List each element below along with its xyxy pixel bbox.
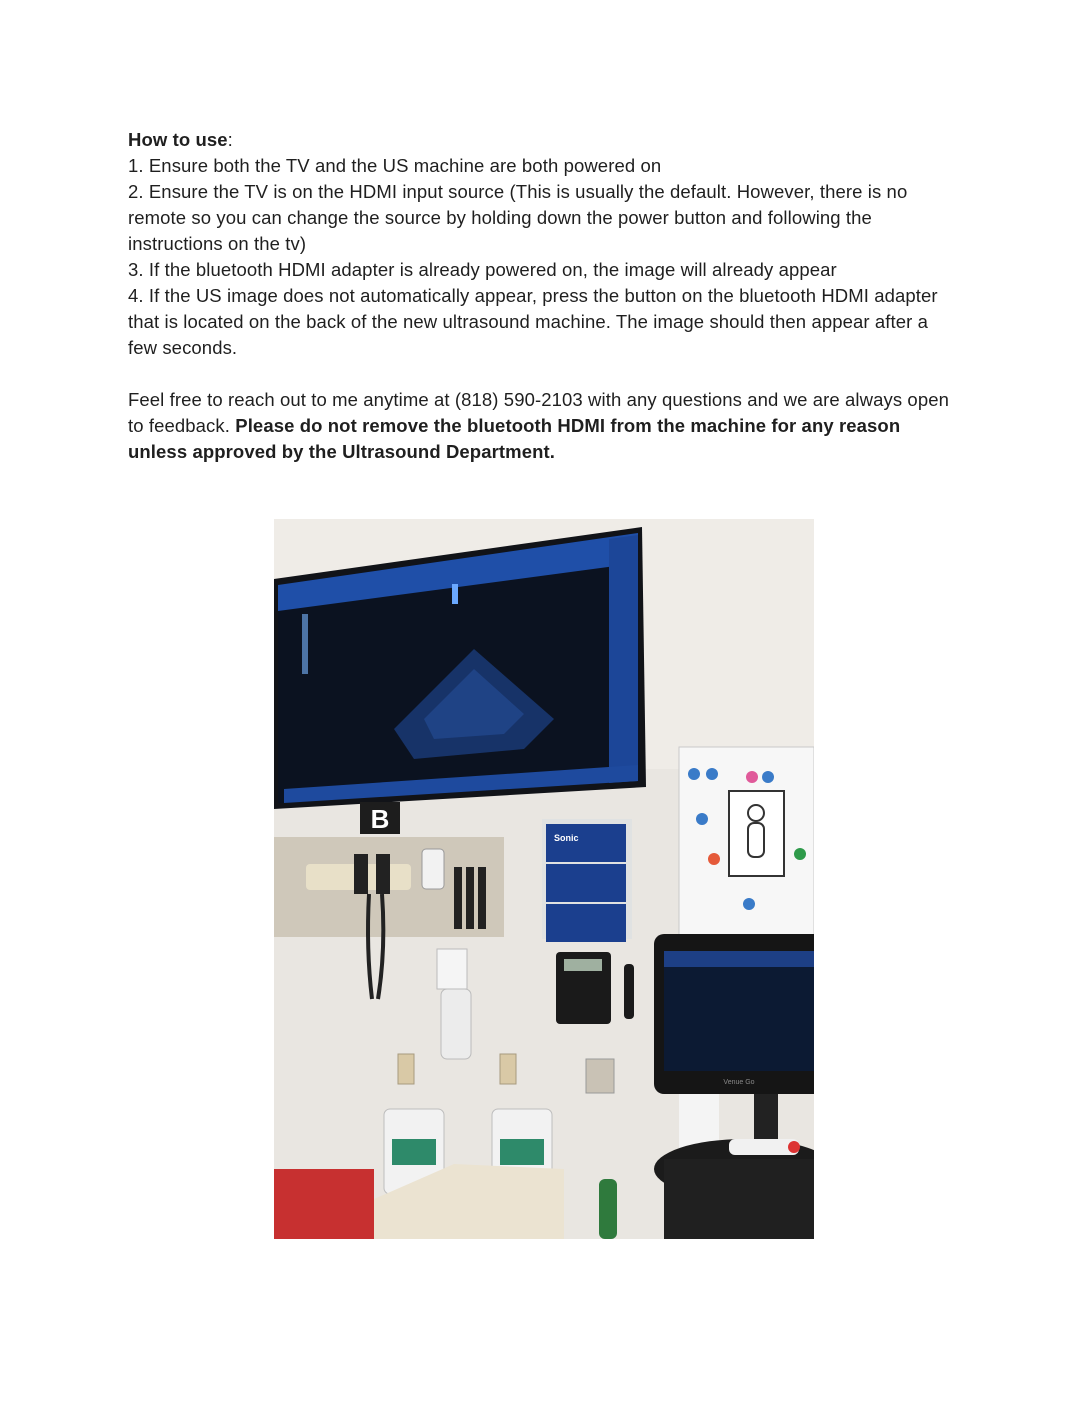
removal-warning: Please do not remove the bluetooth HDMI from the machine for any reason unless approved by the Ultrasound Department. xyxy=(128,415,901,462)
paragraph-spacer xyxy=(128,361,958,387)
contact-paragraph xyxy=(128,387,958,465)
glove-boxes xyxy=(542,819,632,942)
instructions-heading: How to use xyxy=(128,129,228,150)
ultrasound-brand: Venue Go xyxy=(723,1079,755,1086)
room-photo xyxy=(274,519,814,1239)
room-sign: B xyxy=(370,804,390,834)
step-3: 3. If the bluetooth HDMI adapter is already powered on, the image will already appear xyxy=(128,259,837,280)
heading-colon: : xyxy=(227,129,233,150)
instructions-text xyxy=(128,127,958,465)
instructions-heading-line xyxy=(128,127,958,153)
step-1: 1. Ensure both the TV and the US machine are both powered on xyxy=(128,155,662,176)
step-2: 2. Ensure the TV is on the HDMI input source (This is usually the default. However, there is no remote so you can change the source by holding down the power button and following the instructions on the tv) xyxy=(128,181,908,254)
step-4: 4. If the US image does not automatically appear, press the button on the bluetooth HDMI adapter that is located on the back of the new ultrasound machine. The image should then appear after a few seconds. xyxy=(128,285,938,358)
contact-text: Feel free to reach out to me anytime at (818) 590-2103 with any questions and we are always open to feedback. xyxy=(128,389,949,436)
red-cart xyxy=(274,1169,374,1239)
glove-box-label: Sonic xyxy=(554,833,579,843)
sanitizer xyxy=(437,949,467,989)
ultrasound-machine xyxy=(654,934,814,1239)
